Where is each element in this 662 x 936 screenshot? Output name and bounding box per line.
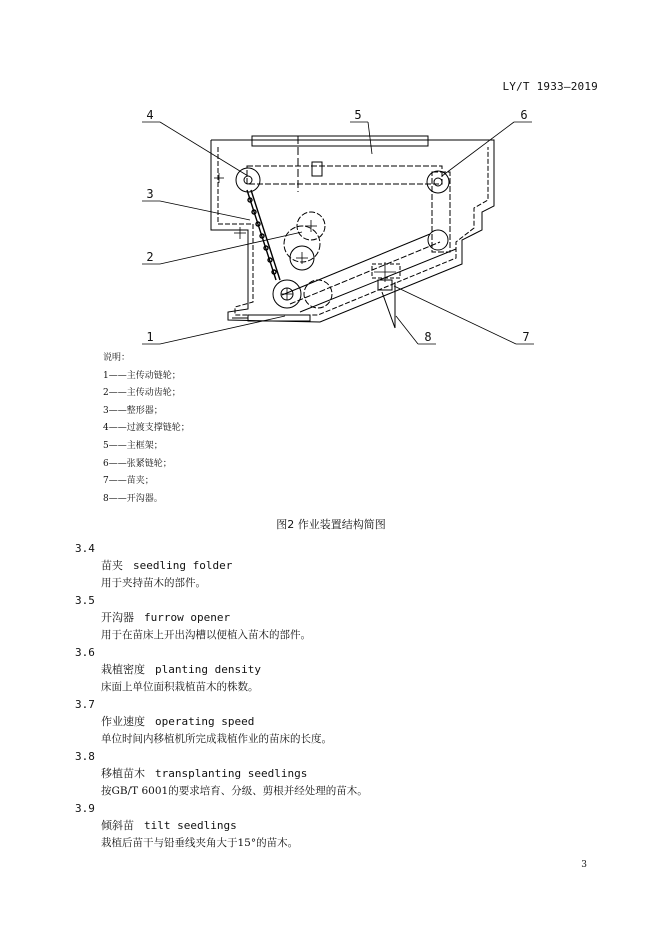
term-entry xyxy=(75,748,595,800)
term-entry xyxy=(75,540,595,592)
legend-item: 4——过渡支撑链轮； xyxy=(103,423,190,434)
term-definition: 栽植后苗干与铅垂线夹角大于15°的苗木。 xyxy=(101,837,299,849)
term-chinese: 苗夹 xyxy=(101,559,123,572)
part-label-7: 7 xyxy=(522,330,530,344)
term-entry xyxy=(75,800,595,852)
term-english: transplanting seedlings xyxy=(155,767,308,780)
main-frame-bar xyxy=(247,166,442,184)
legend-item: 2——主传动齿轮； xyxy=(103,388,181,399)
term-number: 3.9 xyxy=(75,802,95,815)
term-number: 3.5 xyxy=(75,594,95,607)
part-label-8: 8 xyxy=(424,330,432,344)
part-label-6: 6 xyxy=(520,108,528,122)
figure-legend xyxy=(103,350,190,508)
term-entry xyxy=(75,644,595,696)
term-entry xyxy=(75,696,595,748)
term-number: 3.6 xyxy=(75,646,95,659)
legend-item: 8——开沟器。 xyxy=(103,493,163,504)
term-english: operating speed xyxy=(155,715,255,728)
page-number: 3 xyxy=(581,860,587,870)
term-definition: 按GB/T 6001的要求培育、分级、剪根并经处理的苗木。 xyxy=(101,785,368,797)
figure-caption: 图2 作业装置结构简图 xyxy=(276,518,386,531)
term-chinese: 移植苗木 xyxy=(101,767,145,780)
term-number: 3.4 xyxy=(75,542,95,555)
term-number: 3.7 xyxy=(75,698,95,711)
legend-item: 7——苗夹； xyxy=(103,476,154,487)
term-definition: 用于在苗床上开出沟槽以便植入苗木的部件。 xyxy=(101,629,311,641)
part-label-3: 3 xyxy=(146,187,154,201)
terms-section xyxy=(75,540,595,852)
legend-item: 1——主传动链轮； xyxy=(103,370,181,381)
term-chinese: 作业速度 xyxy=(101,715,145,728)
term-chinese: 栽植密度 xyxy=(101,663,145,676)
chain-shaper xyxy=(247,190,280,280)
term-number: 3.8 xyxy=(75,750,95,763)
term-english: seedling folder xyxy=(133,559,233,572)
part-label-4: 4 xyxy=(146,108,154,122)
top-bar xyxy=(252,136,428,146)
legend-title: 说明： xyxy=(103,353,131,363)
term-definition: 床面上单位面积栽植苗木的株数。 xyxy=(101,681,259,693)
part-label-5: 5 xyxy=(354,108,362,122)
term-entry xyxy=(75,592,595,644)
term-english: planting density xyxy=(155,663,261,676)
term-english: furrow opener xyxy=(144,611,231,624)
legend-item: 5——主框架； xyxy=(103,440,163,451)
legend-item: 3——整形器； xyxy=(103,405,163,416)
term-english: tilt seedlings xyxy=(144,819,237,832)
term-definition: 单位时间内移植机所完成栽植作业的苗床的长度。 xyxy=(101,733,332,745)
legend-item: 6——张紧链轮； xyxy=(103,458,172,469)
term-definition: 用于夹持苗木的部件。 xyxy=(101,577,206,589)
furrow-opener xyxy=(382,292,395,328)
tension-sprocket xyxy=(427,171,449,193)
part-label-1: 1 xyxy=(146,330,154,344)
term-chinese: 开沟器 xyxy=(101,611,134,624)
transition-sprocket xyxy=(236,168,260,192)
mechanism-diagram xyxy=(100,102,560,350)
term-chinese: 倾斜苗 xyxy=(101,819,134,832)
part-label-2: 2 xyxy=(146,250,154,264)
standard-code: LY/T 1933—2019 xyxy=(502,80,598,93)
